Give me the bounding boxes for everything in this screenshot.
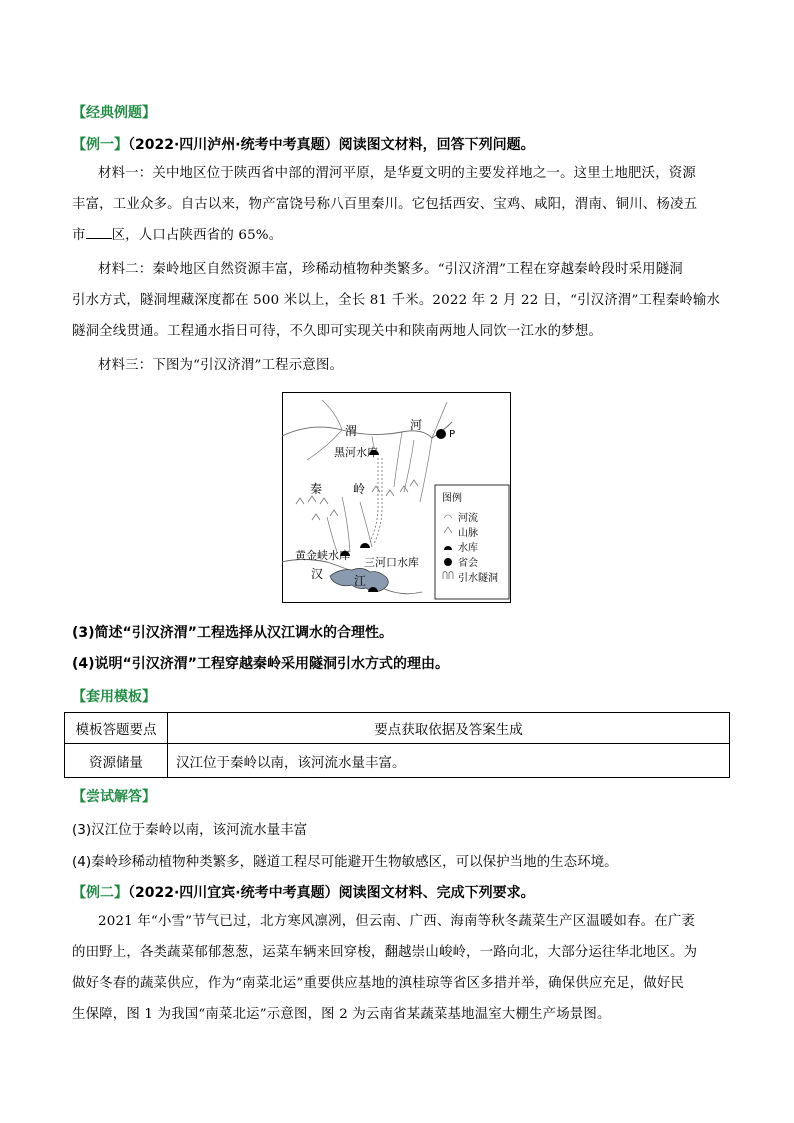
example-1-source: （2022·四川泸州·统考中考真题）阅读图文材料，回答下列问题。: [128, 137, 535, 153]
material-2-line-3: 隧洞全线贯通。工程通水指日可待，不久即可实现关中和陕南两地人同饮一江水的梦想。: [72, 324, 603, 339]
table-header-cell: 模板答题要点: [65, 713, 168, 744]
fill-blank: [86, 224, 112, 239]
section-heading-template: 【套用模板】: [72, 689, 156, 705]
table-cell: 汉江位于秦岭以南，该河流水量丰富。: [168, 744, 730, 778]
map-label-p: P: [449, 429, 456, 440]
material-3: 材料三：下图为“引汉济渭”工程示意图。: [98, 358, 344, 373]
table-row: [65, 713, 730, 744]
map-label-huangjin: 黄金峡水库: [295, 549, 350, 562]
material-1-line-3-a: 市: [72, 228, 86, 243]
material-1-line-1: 材料一：关中地区位于陕西省中部的渭河平原，是华夏文明的主要发祥地之一。这里土地肥沃，资源: [98, 166, 696, 181]
legend-capital: 省会: [458, 558, 478, 569]
section-heading-classic-examples: 【经典例题】: [72, 105, 156, 121]
question-4: (4)说明“引汉济渭”工程穿越秦岭采用隧洞引水方式的理由。: [72, 656, 449, 672]
example-2-line-3: 做好冬春的蔬菜供应，作为“南菜北运”重要供应基地的滇桂琼等省区多措并举，确保供应充足，做好民: [72, 976, 685, 991]
map-label-jiang: 江: [354, 574, 367, 588]
example-1-title: [72, 134, 535, 154]
example-1-label: 【例一】: [72, 137, 128, 153]
answer-3: (3)汉江位于秦岭以南，该河流水量丰富: [72, 822, 308, 838]
material-1-line-3-b: 区，人口占陕西省的 65%。: [111, 228, 283, 243]
legend-tunnel: 引水隧洞: [458, 573, 498, 584]
yinhan-jiwei-map: [282, 392, 511, 603]
template-table: [64, 712, 730, 778]
map-label-sanhekou: 三河口水库: [364, 556, 419, 569]
example-2-line-4: 生保障，图 1 为我国“南菜北运”示意图，图 2 为云南省某蔬菜基地温室大棚生产场景图。: [72, 1007, 611, 1022]
example-2-source: （2022·四川宜宾·统考中考真题）阅读图文材料、完成下列要求。: [128, 885, 535, 901]
map-label-ling: 岭: [353, 482, 366, 496]
map-label-han: 汉: [311, 567, 324, 581]
table-cell: 资源储量: [65, 744, 168, 778]
map-label-wei: 渭: [345, 424, 358, 438]
material-1-line-3: [72, 220, 722, 252]
example-2-label: 【例二】: [72, 885, 128, 901]
map-label-he: 河: [410, 418, 423, 432]
legend-title: 图例: [442, 493, 462, 504]
table-header-cell: 要点获取依据及答案生成: [168, 713, 730, 744]
legend-river: 河流: [458, 513, 478, 524]
question-3: (3)简述“引汉济渭”工程选择从汉江调水的合理性。: [72, 625, 393, 641]
material-2-line-1: 材料二：秦岭地区自然资源丰富，珍稀动植物种类繁多。“引汉济渭”工程在穿越秦岭段时采用隧洞: [98, 262, 683, 277]
map-label-heihe: 黑河水库: [334, 446, 378, 459]
answer-4: (4)秦岭珍稀动植物种类繁多，隧道工程尽可能避开生物敏感区，可以保护当地的生态环境。: [72, 854, 618, 870]
map-label-qin: 秦: [310, 482, 323, 496]
example-2-line-1: 2021 年“小雪”节气已过，北方寒风凛冽，但云南、广西、海南等秋冬蔬菜生产区温暖如春。在广袤: [98, 914, 696, 929]
example-2-line-2: 的田野上，各类蔬菜郁郁葱葱，运菜车辆来回穿梭，翻越崇山峻岭，一路向北，大部分运往华北地区。为: [72, 945, 698, 960]
table-row: [65, 744, 730, 778]
material-2-line-2: 引水方式，隧洞埋藏深度都在 500 米以上，全长 81 千米。2022 年 2 月 22 日，“引汉济渭”工程秦岭输水: [72, 293, 721, 308]
example-2-title: [72, 882, 535, 902]
legend-mountain: 山脉: [458, 528, 478, 539]
material-1-line-2: 丰富，工业众多。自古以来，物产富饶号称八百里秦川。它包括西安、宝鸡、咸阳，渭南、铜川、杨凌五: [72, 197, 698, 212]
legend-reservoir: 水库: [458, 543, 478, 554]
section-heading-try-answer: 【尝试解答】: [72, 789, 156, 805]
